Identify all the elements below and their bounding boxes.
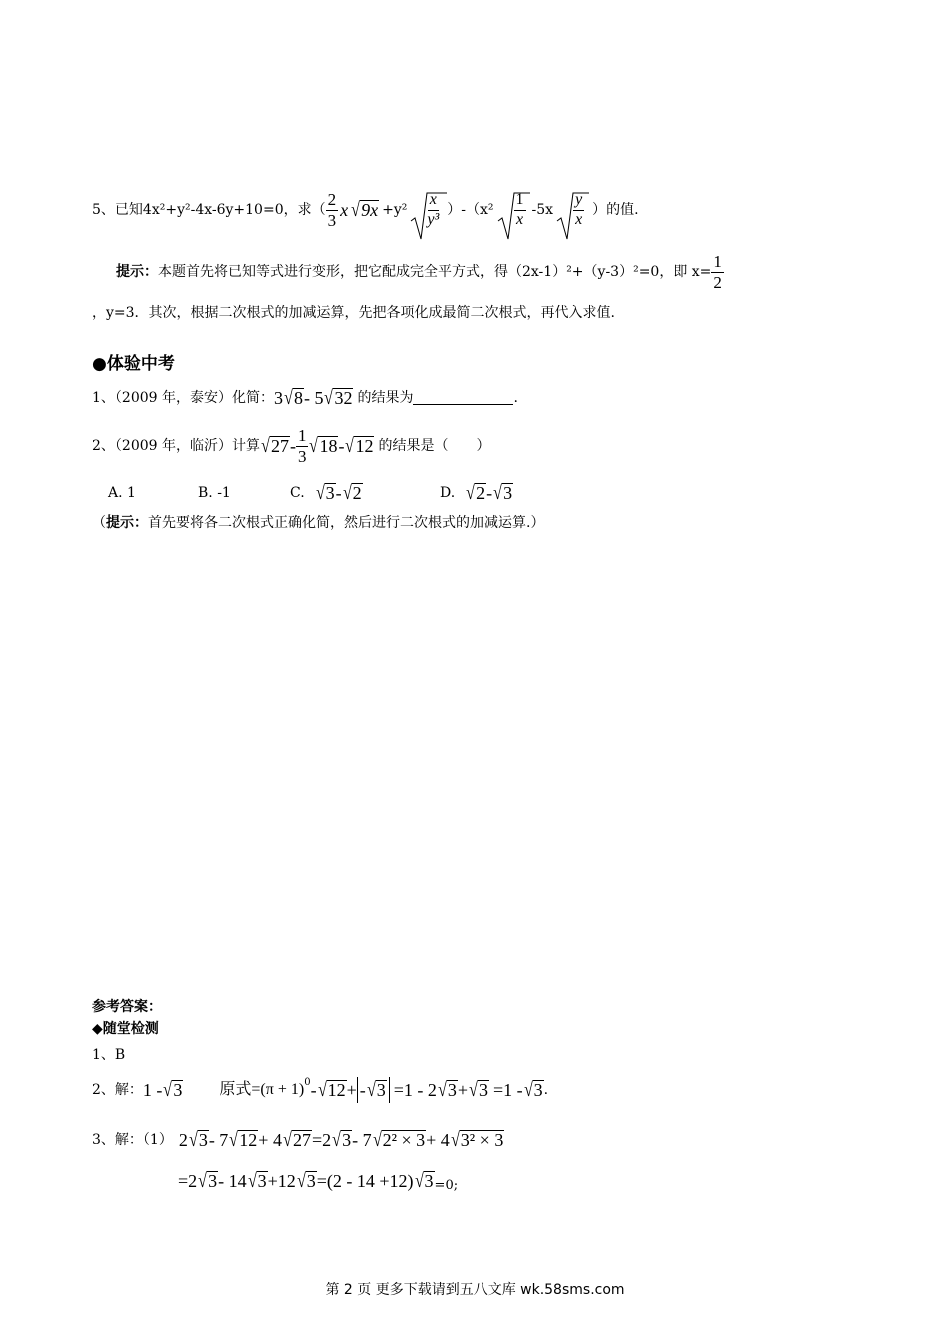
radical-sign — [409, 191, 447, 241]
frac-den: 3 — [327, 210, 337, 230]
plus-4: + 4 — [258, 1130, 282, 1150]
frac-num: y — [573, 191, 584, 210]
exam-hint — [92, 516, 544, 530]
hint-open: （ — [92, 515, 106, 531]
exam-question-2 — [92, 424, 490, 468]
minus: - — [486, 482, 493, 503]
minus-5x: -5x — [531, 202, 554, 218]
q2-prefix: 2、（2009 年，临沂）计算 — [92, 438, 260, 454]
problem-5-mid: ）-（x² — [447, 202, 494, 218]
radical-2: √ 2 — [342, 482, 362, 505]
answer-1: 1、B — [92, 1047, 126, 1063]
period: . — [543, 1082, 549, 1098]
radical-18: √ 18 — [309, 435, 338, 458]
section-heading-exam: ●体验中考 — [92, 354, 175, 374]
a2-prefix: 2、解： — [92, 1082, 143, 1098]
problem-5 — [92, 186, 639, 234]
radical-3: √ 3 — [366, 1079, 386, 1102]
radical-3: √ 3 — [163, 1079, 183, 1102]
minus-7: - 7 — [208, 1130, 229, 1150]
problem-5-tail: ）的值. — [592, 202, 639, 218]
fraction-one-half — [711, 252, 724, 292]
result-zero: =0; — [434, 1178, 459, 1193]
plus-y2: +y² — [382, 202, 408, 218]
answer-blank[interactable] — [413, 392, 513, 405]
radical-y-over-x — [555, 191, 584, 229]
a2-original: 原式=(π + 1) — [219, 1081, 305, 1098]
exam-options — [108, 480, 513, 506]
radical-27: √ 27 — [283, 1129, 311, 1152]
radicand: 3 — [503, 482, 513, 503]
problem-5-equation: 4x²+y²-4x-6y+10=0 — [142, 202, 284, 218]
frac-den: 3 — [297, 446, 307, 466]
radical-sign — [496, 191, 530, 241]
hint-label: 提示： — [106, 515, 148, 531]
q1-coef: 3 — [274, 388, 283, 408]
absolute-value — [357, 1077, 390, 1103]
a3-prefix: 3、解：（1） — [92, 1132, 173, 1148]
radical-27: √ 27 — [261, 435, 289, 458]
option-d[interactable] — [440, 483, 513, 504]
coef: 2 — [178, 1130, 188, 1150]
frac-num: x — [428, 191, 439, 210]
radicand: 3 — [376, 1079, 386, 1100]
radical-3: √ 3 — [296, 1170, 316, 1193]
radical-1-over-x — [496, 191, 526, 229]
q2-minus: - — [338, 436, 345, 456]
problem-5-label: 5、已知 — [92, 202, 143, 218]
radicand: 3² × 3 — [460, 1129, 504, 1150]
hint-5-continued: ，y=3．其次，根据二次根式的加减运算，先把各项化成最简二次根式，再代入求值. — [92, 305, 615, 321]
a2-step: =1 - — [492, 1080, 523, 1100]
radicand: 27 — [292, 1129, 311, 1150]
option-a[interactable]: A. 1 — [108, 485, 136, 501]
radicand: 12 — [355, 435, 374, 456]
radical-3sq-x-3: √ 3² × 3 — [450, 1129, 504, 1152]
radicand: 3 — [342, 1129, 352, 1150]
frac-num: 2 — [327, 189, 337, 209]
equals-2: =2 — [311, 1130, 332, 1150]
radical-3: √ 3 — [332, 1129, 352, 1152]
option-label: D. — [440, 484, 456, 501]
radical-12: √ 12 — [229, 1129, 258, 1152]
radical-2sq-x-3: √ 2² × 3 — [372, 1129, 426, 1152]
radicand: 9x — [361, 199, 379, 220]
radical-sign — [555, 191, 589, 241]
radical-3: √ 3 — [315, 482, 335, 505]
radicand: 12 — [239, 1129, 258, 1150]
radical-x-over-y3 — [409, 191, 439, 229]
radical-3: √ 3 — [437, 1079, 457, 1102]
a2-step: =1 - 2 — [393, 1080, 437, 1100]
answers-subheading: ◆随堂检测 — [92, 1021, 159, 1037]
plus: + — [346, 1080, 357, 1100]
q1-end: . — [513, 390, 518, 406]
a2-value: 1 - — [142, 1080, 163, 1100]
answer-3-line-2 — [178, 1166, 458, 1196]
var-x: x — [340, 200, 349, 220]
radical-2: √ 2 — [466, 482, 486, 505]
problem-5-ask: ，求（ — [283, 202, 326, 218]
radical-3: √ 3 — [469, 1079, 488, 1102]
radicand: 18 — [319, 435, 338, 456]
radicand: 3 — [208, 1170, 218, 1191]
option-c[interactable] — [290, 483, 440, 504]
page-footer: 第 2 页 更多下载请到五八文库 wk.58sms.com — [325, 1282, 625, 1298]
frac-den: y³ — [427, 210, 440, 228]
fraction-one-third — [296, 426, 309, 466]
minus-14: - 14 — [218, 1171, 247, 1191]
radical-3: √ 3 — [247, 1170, 267, 1193]
frac-den: 2 — [713, 272, 722, 292]
minus: - — [335, 482, 342, 503]
hint-label: 提示： — [116, 264, 158, 280]
radical-3: √ 3 — [523, 1079, 543, 1102]
radicand: 12 — [327, 1079, 346, 1100]
radical-12: √ 12 — [345, 435, 374, 458]
minus-7: - 7 — [352, 1130, 372, 1150]
plus-4: + 4 — [426, 1130, 450, 1150]
radicand: 3 — [533, 1079, 543, 1100]
radicand: 2 — [476, 482, 486, 503]
radicand: 2² × 3 — [382, 1129, 426, 1150]
radicand: 3 — [424, 1170, 434, 1191]
radicand: 3 — [257, 1170, 267, 1191]
answer-3-line-1 — [92, 1124, 504, 1156]
radical-3: √ 3 — [493, 482, 513, 505]
hint-text: 本题首先将已知等式进行变形，把它配成完全平方式，得（2x-1）²+（y-3）²=0，即 x= — [158, 264, 712, 280]
radical-8: √ 8 — [284, 387, 303, 410]
answer-2 — [92, 1076, 548, 1104]
radical-32: √ 32 — [324, 387, 353, 410]
radical-3: √ 3 — [188, 1129, 208, 1152]
q2-suffix: 的结果是（ ） — [378, 438, 491, 454]
radical-3: √ 3 — [198, 1170, 218, 1193]
radicand: 32 — [334, 387, 353, 408]
radicand: 3 — [478, 1079, 488, 1100]
frac-den: x — [515, 210, 524, 228]
radical-3: √ 3 — [414, 1170, 434, 1193]
plus: + — [457, 1080, 468, 1100]
frac-den: x — [575, 210, 583, 228]
q1-minus: - 5 — [303, 388, 324, 408]
radicand: 27 — [270, 435, 289, 456]
answers-heading: 参考答案： — [92, 999, 162, 1015]
option-label: C. — [290, 484, 305, 501]
exam-question-1 — [92, 386, 518, 410]
q1-prefix: 1、（2009 年，泰安）化简： — [92, 390, 274, 406]
radicand: 3 — [198, 1129, 208, 1150]
plus-12: +12 — [267, 1171, 296, 1191]
radicand: 8 — [293, 387, 303, 408]
frac-num: 1 — [713, 251, 722, 271]
equals-2: =2 — [178, 1171, 198, 1191]
radical-12: √ 12 — [317, 1079, 346, 1102]
radicand: 3 — [325, 482, 335, 503]
radicand: 3 — [173, 1079, 183, 1100]
hint-5 — [116, 250, 724, 294]
hint-text: 首先要将各二次根式正确化简，然后进行二次根式的加减运算.） — [148, 515, 545, 531]
frac-num: 1 — [514, 191, 526, 210]
q2-minus: - — [289, 436, 296, 456]
radicand: 3 — [447, 1079, 457, 1100]
exponent-0: 0 — [304, 1077, 311, 1088]
option-b[interactable]: B. -1 — [198, 485, 231, 501]
minus: - — [359, 1080, 366, 1100]
fraction-two-thirds — [326, 190, 339, 230]
grouped-coef: =(2 - 14 +12) — [316, 1171, 414, 1191]
frac-num: 1 — [297, 425, 307, 445]
q1-suffix: 的结果为 — [357, 390, 414, 406]
radicand: 2 — [352, 482, 362, 503]
radical-9x: √ 9x — [351, 199, 379, 222]
minus: - — [310, 1080, 317, 1100]
radicand: 3 — [306, 1170, 316, 1191]
